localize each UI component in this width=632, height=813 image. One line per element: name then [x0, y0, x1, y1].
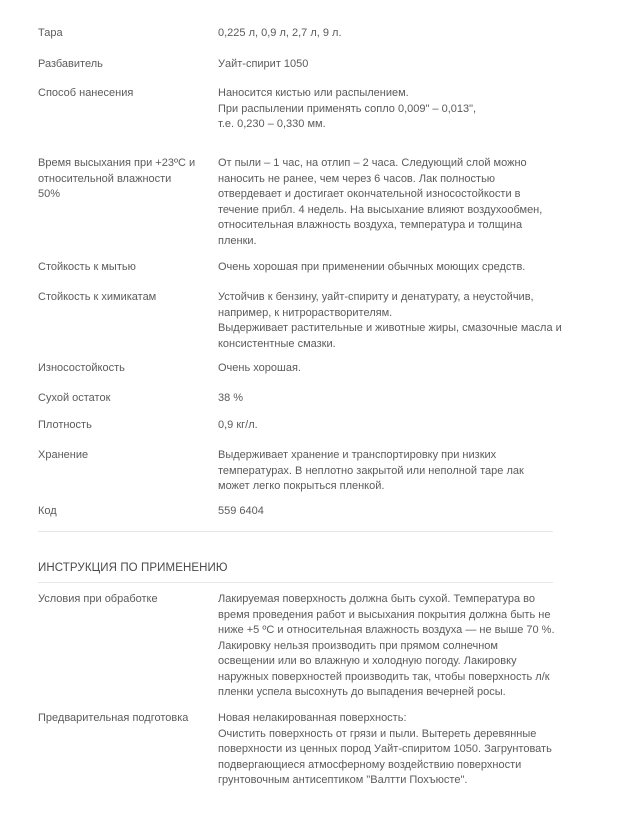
spec-label: Тара: [38, 27, 63, 39]
spec-value-line: От пыли – 1 час, на отлип – 2 часа. Следующий слой можно: [218, 157, 527, 169]
spec-label: Код: [38, 505, 57, 517]
spec-value-line: температурах. В неплотно закрытой или неполной таре лак: [218, 464, 524, 477]
spec-value: [218, 290, 562, 352]
spec-value-line: например, к нитрорастворителям.: [218, 306, 393, 319]
spec-label: Стойкость к мытью: [38, 261, 136, 273]
instruction-value-line: наружных поверхностей производить так, чтобы поверхность л/к: [218, 670, 550, 683]
instruction-value-line: Очистить поверхность от грязи и пыли. Вытереть деревянные: [218, 727, 537, 740]
spec-label: Сухой остаток: [38, 392, 111, 404]
spec-label: Время высыхания при +23ºС и относительной влажности 50%: [38, 157, 196, 200]
spec-value-line: консистентные смазки.: [218, 337, 336, 350]
spec-value: [218, 156, 558, 249]
spec-value: [218, 57, 558, 73]
spec-label: Стойкость к химикатам: [38, 291, 157, 303]
spec-value-line: При распылении применять сопло 0,009" – 0,013",: [218, 102, 477, 115]
instruction-value-line: грунтовочным антисептиком "Валтти Похъюсте".: [218, 774, 468, 786]
spec-value-line: течение прибл. 4 недель. На высыхание влияют воздухообмен,: [218, 203, 543, 216]
spec-value-line: 38 %: [218, 392, 244, 404]
spec-label: Плотность: [38, 419, 92, 431]
instruction-value-line: пленки успела высохнуть до выпадения вечерней росы.: [218, 686, 506, 698]
spec-value: [218, 418, 558, 434]
spec-value-line: Уайт-спирит 1050: [218, 58, 309, 70]
instruction-label: Предварительная подготовка: [38, 712, 189, 724]
instruction-value-line: подвергающиеся атмосферному воздействию поверхности: [218, 758, 522, 771]
instruction-value: [218, 711, 558, 789]
spec-label: Разбавитель: [38, 58, 103, 70]
spec-value: [218, 86, 558, 133]
instruction-value-line: Лакировку нельзя производить при прямом солнечном: [218, 639, 498, 652]
spec-label: Износостойкость: [38, 362, 125, 374]
instruction-value-line: время проведения работ и высыхания покрытия должна быть не: [218, 608, 551, 621]
instruction-value-line: поверхности из ценных пород Уайт-спиритом 1050. Загрунтовать: [218, 743, 552, 755]
spec-value-line: относительная влажность воздуха, температура и толщина: [218, 219, 523, 231]
spec-value: [218, 391, 558, 407]
spec-value-line: Наносится кистью или распылением.: [218, 87, 409, 99]
spec-value-line: может легко покрыться пленкой.: [218, 480, 385, 492]
spec-label: Способ нанесения: [38, 87, 134, 99]
spec-value: [218, 26, 558, 42]
instruction-value: [218, 592, 558, 701]
section-title: ИНСТРУКЦИЯ ПО ПРИМЕНЕНИЮ: [38, 562, 228, 574]
spec-value: [218, 504, 558, 520]
instruction-label: Условия при обработке: [38, 593, 158, 605]
spec-value-line: 0,225 л, 0,9 л, 2,7 л, 9 л.: [218, 27, 342, 39]
spec-value: [218, 448, 558, 495]
spec-value-line: пленки.: [218, 234, 257, 247]
spec-value-line: т.е. 0,230 – 0,330 мм.: [218, 118, 326, 130]
section-divider: [38, 531, 553, 532]
spec-value-line: Выдерживает растительные и животные жиры, смазочные масла и: [218, 322, 562, 334]
spec-label: Хранение: [38, 449, 89, 461]
section-divider: [38, 582, 553, 583]
spec-value-line: Устойчив к бензину, уайт-спириту и денатурату, а неустойчив,: [218, 291, 534, 303]
spec-value-line: 559 6404: [218, 505, 264, 517]
spec-value: [218, 260, 558, 276]
instruction-value-line: Новая нелакированная поверхность:: [218, 712, 407, 724]
instruction-value-line: Лакируемая поверхность должна быть сухой. Температура во: [218, 593, 536, 605]
spec-value-line: отвердевает и достигает окончательной износостойкости в: [218, 188, 521, 200]
spec-value-line: Очень хорошая.: [218, 362, 301, 374]
spec-value-line: 0,9 кг/л.: [218, 419, 258, 431]
instruction-value-line: освещении или во влажную и холодную погоду. Лакировку: [218, 655, 517, 667]
spec-value-line: наносить не ранее, чем через 6 часов. Лак полностью: [218, 172, 496, 185]
spec-value-line: Очень хорошая при применении обычных моющих средств.: [218, 261, 526, 273]
spec-value: [218, 361, 558, 377]
instruction-value-line: ниже +5 ºС и относительная влажность воздуха — не выше 70 %.: [218, 624, 555, 636]
spec-value-line: Выдерживает хранение и транспортировку при низких: [218, 449, 497, 461]
